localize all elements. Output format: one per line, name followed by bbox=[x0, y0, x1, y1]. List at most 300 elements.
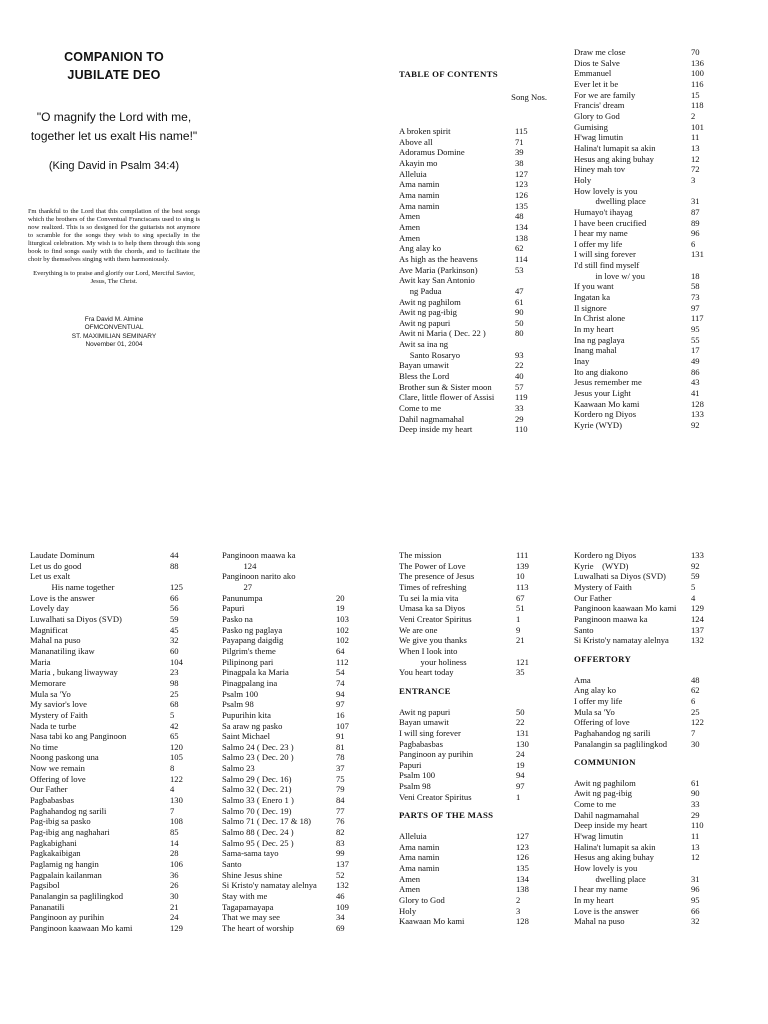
index-entry bbox=[574, 292, 716, 303]
song-number: 13 bbox=[691, 142, 700, 153]
cover-title-line2: JUBILATE DEO bbox=[67, 68, 161, 82]
song-title: Pag-ibig sa pasko bbox=[30, 816, 91, 827]
song-number: 32 bbox=[170, 635, 179, 646]
index-entry bbox=[399, 126, 544, 137]
index-entry bbox=[30, 784, 192, 795]
index-entry bbox=[574, 550, 716, 561]
song-number: 132 bbox=[336, 880, 349, 891]
song-number: 128 bbox=[691, 398, 704, 409]
index-entry bbox=[30, 657, 192, 668]
index-entry bbox=[399, 339, 544, 350]
index-entry bbox=[574, 164, 716, 175]
index-entry bbox=[222, 891, 356, 902]
song-number: 7 bbox=[170, 805, 175, 816]
index-entry bbox=[574, 90, 716, 101]
song-title: H'wag limutin bbox=[574, 831, 624, 842]
toc-heading: TABLE OF CONTENTS bbox=[399, 69, 498, 79]
index-entry bbox=[399, 582, 534, 593]
song-number: 60 bbox=[170, 645, 179, 656]
song-number: 92 bbox=[691, 560, 700, 571]
song-title: Alleluia bbox=[399, 168, 427, 179]
song-number: 93 bbox=[515, 349, 524, 360]
index-entry bbox=[222, 784, 356, 795]
song-title: I hear my name bbox=[574, 884, 628, 895]
song-number: 29 bbox=[515, 413, 524, 424]
song-number: 24 bbox=[516, 749, 525, 760]
song-number: 1 bbox=[516, 791, 521, 802]
song-title: Panunumpa bbox=[222, 592, 263, 603]
index-entry bbox=[30, 721, 192, 732]
index-entry bbox=[30, 625, 192, 636]
song-number: 135 bbox=[515, 200, 528, 211]
song-title: Alleluia bbox=[399, 831, 427, 842]
signature-place: ST. MAXIMILIAN SEMINARY bbox=[71, 332, 157, 340]
index-entry bbox=[574, 810, 716, 821]
song-title: The heart of worship bbox=[222, 922, 294, 933]
song-title: Lovely day bbox=[30, 603, 69, 614]
song-number: 31 bbox=[691, 196, 700, 207]
song-number: 104 bbox=[170, 656, 183, 667]
index-entry bbox=[30, 678, 192, 689]
index-entry bbox=[399, 728, 534, 739]
song-number: 69 bbox=[336, 922, 345, 933]
song-title: Salmo 70 ( Dec. 19) bbox=[222, 805, 292, 816]
song-title: 27 bbox=[222, 581, 253, 592]
song-title: Offering of love bbox=[574, 717, 630, 728]
section-heading-parts-of-the-mass: PARTS OF THE MASS bbox=[399, 810, 494, 821]
song-number: 50 bbox=[516, 706, 525, 717]
song-number: 74 bbox=[336, 677, 345, 688]
song-title: Ang alay ko bbox=[399, 243, 442, 254]
index-entry bbox=[30, 646, 192, 657]
song-title: Bless the Lord bbox=[399, 371, 450, 382]
index-entry bbox=[399, 646, 534, 657]
index-entry bbox=[222, 699, 356, 710]
song-number: 5 bbox=[170, 709, 175, 720]
index-entry bbox=[574, 154, 716, 165]
index-entry bbox=[30, 614, 192, 625]
song-number: 2 bbox=[691, 110, 696, 121]
song-title: His name together bbox=[30, 581, 115, 592]
index-entry bbox=[30, 593, 192, 604]
index-entry bbox=[399, 906, 534, 917]
song-number: 49 bbox=[691, 356, 700, 367]
song-number: 35 bbox=[516, 667, 525, 678]
song-title: Pagbabasbas bbox=[399, 738, 443, 749]
song-title: Pagkakaibigan bbox=[30, 848, 81, 859]
song-title: Psalm 98 bbox=[222, 699, 254, 710]
song-title: Panginoon ay purihin bbox=[399, 749, 473, 760]
song-title: Amen bbox=[399, 211, 421, 222]
song-title: Luwalhati sa Diyos (SVD) bbox=[30, 613, 122, 624]
song-number: 107 bbox=[336, 720, 349, 731]
song-title: Pilgrim's theme bbox=[222, 645, 276, 656]
song-number: 86 bbox=[691, 366, 700, 377]
cover-quote: "O magnify the Lord with me, together let us exalt His name!" bbox=[30, 110, 198, 143]
song-number: 83 bbox=[336, 837, 345, 848]
index-entry bbox=[574, 625, 716, 636]
song-title: Salmo 33 ( Enero 1 ) bbox=[222, 795, 294, 806]
index-entry bbox=[574, 728, 716, 739]
song-number: 6 bbox=[691, 695, 696, 706]
index-entry bbox=[30, 923, 192, 934]
index-entry bbox=[574, 916, 716, 927]
song-number: 90 bbox=[691, 788, 700, 799]
index-entry bbox=[399, 760, 534, 771]
index-entry bbox=[222, 806, 356, 817]
song-number: 42 bbox=[170, 720, 179, 731]
song-number: 116 bbox=[691, 78, 704, 89]
song-number: 57 bbox=[515, 381, 524, 392]
song-number: 109 bbox=[336, 901, 349, 912]
index-entry bbox=[399, 707, 534, 718]
song-number: 51 bbox=[516, 603, 525, 614]
song-number bbox=[691, 186, 716, 197]
index-entry bbox=[574, 303, 716, 314]
index-entry bbox=[574, 313, 716, 324]
index-entry bbox=[399, 603, 534, 614]
song-title: Paglamig ng hangin bbox=[30, 859, 99, 870]
song-title: Kaawaan Mo kami bbox=[574, 398, 640, 409]
song-number: 48 bbox=[515, 211, 524, 222]
song-title: As high as the heavens bbox=[399, 253, 478, 264]
index-entry bbox=[30, 667, 192, 678]
index-entry bbox=[30, 774, 192, 785]
index-entry bbox=[222, 667, 356, 678]
song-title: Deep inside my heart bbox=[574, 820, 648, 831]
song-title: For we are family bbox=[574, 89, 636, 100]
song-number: 135 bbox=[516, 863, 529, 874]
index-entry bbox=[399, 424, 544, 435]
song-number: 97 bbox=[516, 781, 525, 792]
song-number: 8 bbox=[170, 763, 175, 774]
index-entry bbox=[574, 196, 716, 207]
song-title: Let us exalt bbox=[30, 571, 71, 582]
cover-title-line1: COMPANION TO bbox=[64, 50, 164, 64]
song-number: 134 bbox=[516, 873, 529, 884]
song-number: 36 bbox=[170, 869, 179, 880]
song-number bbox=[170, 571, 192, 582]
song-title: Ever let it be bbox=[574, 78, 619, 89]
signature-order: OFMCONVENTUAL bbox=[84, 324, 144, 332]
song-number: 45 bbox=[170, 624, 179, 635]
index-entry bbox=[574, 388, 716, 399]
index-entry bbox=[222, 731, 356, 742]
index-entry bbox=[399, 318, 544, 329]
song-title: Jesus your Light bbox=[574, 388, 631, 398]
song-number: 53 bbox=[515, 264, 524, 275]
song-title: Inang mahal bbox=[574, 345, 617, 356]
song-title: I will sing forever bbox=[399, 727, 461, 738]
song-title: Sa araw ng pasko bbox=[222, 720, 283, 731]
song-number: 117 bbox=[691, 313, 704, 324]
song-title: In Christ alone bbox=[574, 313, 626, 324]
index-entry bbox=[574, 603, 716, 614]
song-title: Luwalhati sa Diyos (SVD) bbox=[574, 571, 666, 582]
index-entry bbox=[574, 739, 716, 750]
song-title: Papuri bbox=[222, 603, 245, 614]
song-number: 121 bbox=[516, 656, 529, 667]
song-number: 19 bbox=[336, 603, 345, 614]
index-column-bottom-3 bbox=[399, 550, 534, 927]
song-title: Hiney mah tov bbox=[574, 164, 626, 175]
song-number: 56 bbox=[170, 603, 179, 614]
index-entry bbox=[399, 593, 534, 604]
index-entry bbox=[399, 265, 544, 276]
song-number: 84 bbox=[336, 795, 345, 806]
song-number: 21 bbox=[516, 635, 525, 646]
song-title: Times of refreshing bbox=[399, 581, 467, 592]
song-number: 5 bbox=[691, 581, 696, 592]
song-title: Halina't lumapit sa akin bbox=[574, 841, 656, 852]
song-number: 34 bbox=[336, 912, 345, 923]
song-title: Stay with me bbox=[222, 891, 268, 901]
index-entry bbox=[574, 675, 716, 686]
index-entry bbox=[399, 916, 534, 927]
song-number: 39 bbox=[515, 147, 524, 158]
index-entry bbox=[30, 848, 192, 859]
index-entry bbox=[399, 770, 534, 781]
song-title: Awit ni Maria ( Dec. 22 ) bbox=[399, 328, 486, 339]
song-number: 66 bbox=[691, 905, 700, 916]
song-title: Nasa tabi ko ang Panginoon bbox=[30, 731, 127, 742]
index-entry bbox=[222, 902, 356, 913]
index-entry bbox=[222, 646, 356, 657]
song-number: 124 bbox=[691, 613, 704, 624]
song-title: Mystery of Faith bbox=[574, 581, 632, 592]
song-number: 94 bbox=[516, 770, 525, 781]
song-number: 11 bbox=[691, 132, 700, 143]
song-number: 97 bbox=[691, 302, 700, 313]
index-entry bbox=[222, 912, 356, 923]
song-number: 78 bbox=[336, 752, 345, 763]
index-entry bbox=[574, 132, 716, 143]
cover-citation: (King David in Psalm 34:4) bbox=[48, 160, 180, 172]
song-number: 87 bbox=[691, 206, 700, 217]
song-title: Humayo't ihayag bbox=[574, 206, 633, 217]
song-title: Clare, little flower of Assisi bbox=[399, 392, 495, 403]
song-title: Kaawaan Mo kami bbox=[399, 916, 465, 927]
song-number: 46 bbox=[336, 891, 345, 901]
index-entry bbox=[574, 260, 716, 271]
index-entry bbox=[222, 678, 356, 689]
index-entry bbox=[574, 593, 716, 604]
song-number: 138 bbox=[515, 232, 528, 243]
index-entry bbox=[399, 392, 544, 403]
song-title: My savior's love bbox=[30, 699, 87, 710]
index-entry bbox=[574, 239, 716, 250]
song-number: 23 bbox=[170, 667, 179, 678]
song-number: 62 bbox=[515, 243, 524, 254]
song-title: dwelling place bbox=[574, 196, 646, 207]
song-title: That we may see bbox=[222, 912, 280, 923]
song-number: 138 bbox=[516, 884, 529, 895]
song-title: Kordero ng Diyos bbox=[574, 409, 637, 420]
index-entry bbox=[30, 699, 192, 710]
signature-name: Fra David M. Almine bbox=[84, 316, 144, 323]
song-number: 90 bbox=[515, 307, 524, 318]
index-entry bbox=[574, 345, 716, 356]
index-entry bbox=[222, 816, 356, 827]
index-entry bbox=[30, 710, 192, 721]
song-title: Jesus remember me bbox=[574, 377, 642, 388]
index-entry bbox=[399, 307, 544, 318]
song-title: The Power of Love bbox=[399, 560, 466, 571]
song-title: Psalm 98 bbox=[399, 781, 431, 792]
song-number: 137 bbox=[336, 859, 349, 870]
song-number: 71 bbox=[515, 136, 524, 147]
song-title: The presence of Jesus bbox=[399, 571, 475, 582]
song-title: Pagpalain kailanman bbox=[30, 869, 102, 880]
song-number: 115 bbox=[515, 126, 528, 136]
song-number: 10 bbox=[516, 571, 525, 582]
song-number: 64 bbox=[336, 645, 345, 656]
song-number bbox=[515, 339, 544, 350]
song-title: Nada te turbe bbox=[30, 720, 77, 731]
song-title: I hear my name bbox=[574, 228, 628, 239]
song-title: Memorare bbox=[30, 677, 66, 688]
index-entry bbox=[574, 799, 716, 810]
song-title: Ama namin bbox=[399, 200, 440, 211]
song-number: 68 bbox=[170, 699, 179, 710]
index-entry bbox=[30, 912, 192, 923]
song-title: Veni Creator Spiritus bbox=[399, 791, 472, 802]
song-number: 126 bbox=[515, 189, 528, 200]
song-number: 101 bbox=[691, 121, 704, 132]
index-column-bottom-2 bbox=[222, 550, 356, 934]
song-number: 102 bbox=[336, 624, 349, 635]
song-number: 102 bbox=[336, 635, 349, 646]
index-entry bbox=[574, 717, 716, 728]
song-title: Salmo 23 ( Dec. 20 ) bbox=[222, 752, 294, 763]
song-title: How lovely is you bbox=[574, 863, 638, 874]
song-title: Bayan umawit bbox=[399, 717, 449, 728]
song-title: Awit ng papuri bbox=[399, 317, 451, 328]
song-title: Pasko ng paglaya bbox=[222, 624, 283, 635]
index-entry bbox=[574, 68, 716, 79]
index-entry bbox=[30, 731, 192, 742]
song-number: 128 bbox=[516, 916, 529, 927]
song-title: Pag-ibig ang naghahari bbox=[30, 827, 110, 838]
index-entry bbox=[30, 806, 192, 817]
song-title: Pasko na bbox=[222, 613, 253, 624]
index-entry bbox=[399, 625, 534, 636]
index-entry bbox=[399, 831, 534, 842]
index-entry bbox=[222, 550, 356, 561]
song-number: 2 bbox=[516, 895, 521, 906]
index-entry bbox=[222, 571, 356, 582]
index-entry bbox=[30, 571, 192, 582]
index-entry bbox=[30, 816, 192, 827]
song-title: H'wag limutin bbox=[574, 132, 624, 143]
index-entry bbox=[30, 827, 192, 838]
song-title: Salmo 71 ( Dec. 17 & 18) bbox=[222, 816, 312, 827]
index-entry bbox=[399, 179, 544, 190]
index-entry bbox=[399, 571, 534, 582]
song-number: 21 bbox=[170, 901, 179, 912]
index-entry bbox=[399, 201, 544, 212]
song-title: Magnificat bbox=[30, 624, 68, 635]
song-title: Veni Creator Spiritus bbox=[399, 613, 472, 624]
index-entry bbox=[399, 328, 544, 339]
index-entry bbox=[574, 58, 716, 69]
song-title: Adoramus Domine bbox=[399, 147, 465, 158]
song-title: Amen bbox=[399, 873, 421, 884]
song-number: 12 bbox=[691, 153, 700, 164]
song-number bbox=[515, 275, 544, 286]
song-number: 11 bbox=[691, 831, 700, 842]
song-number: 139 bbox=[516, 560, 529, 571]
song-number: 59 bbox=[170, 613, 179, 624]
song-title: Amen bbox=[399, 232, 421, 243]
song-number: 73 bbox=[691, 292, 700, 303]
song-title: We give you thanks bbox=[399, 635, 467, 646]
index-entry bbox=[574, 696, 716, 707]
song-number: 25 bbox=[691, 706, 700, 717]
index-entry bbox=[222, 827, 356, 838]
song-title: Santo bbox=[222, 859, 242, 870]
song-number: 14 bbox=[170, 837, 179, 848]
index-entry bbox=[574, 377, 716, 388]
song-title: Paghahandog ng sarili bbox=[574, 727, 651, 738]
song-number: 95 bbox=[691, 895, 700, 906]
song-number: 103 bbox=[336, 613, 349, 624]
song-title: How lovely is you bbox=[574, 185, 638, 196]
index-entry bbox=[399, 884, 534, 895]
song-title: in love w/ you bbox=[574, 270, 645, 281]
index-entry bbox=[399, 842, 534, 853]
song-title: Il signore bbox=[574, 302, 607, 313]
index-entry bbox=[574, 420, 716, 431]
song-number: 130 bbox=[516, 738, 529, 749]
index-entry bbox=[30, 795, 192, 806]
song-number: 110 bbox=[515, 424, 528, 435]
song-number: 6 bbox=[691, 238, 696, 249]
song-title: Our Father bbox=[30, 784, 68, 795]
song-number: 132 bbox=[691, 635, 704, 646]
index-entry bbox=[574, 367, 716, 378]
index-entry bbox=[574, 874, 716, 885]
song-title: Emmanuel bbox=[574, 68, 612, 79]
song-title: Panginoon narito ako bbox=[222, 571, 296, 582]
index-entry bbox=[574, 356, 716, 367]
song-title: Pinagpalang ina bbox=[222, 677, 278, 688]
song-number: 82 bbox=[336, 827, 345, 838]
song-title: Pananatili bbox=[30, 901, 65, 912]
index-entry bbox=[399, 895, 534, 906]
index-entry bbox=[222, 752, 356, 763]
song-title: Inay bbox=[574, 356, 590, 367]
index-entry bbox=[574, 207, 716, 218]
song-number: 7 bbox=[691, 727, 696, 738]
song-title: Tagapamayapa bbox=[222, 901, 274, 912]
song-title: In my heart bbox=[574, 895, 614, 906]
song-title: Mystery of Faith bbox=[30, 709, 88, 720]
index-entry bbox=[222, 774, 356, 785]
index-entry bbox=[399, 781, 534, 792]
song-number: 95 bbox=[691, 324, 700, 335]
song-title: Love is the answer bbox=[574, 905, 639, 916]
index-entry bbox=[222, 742, 356, 753]
song-title: Ama namin bbox=[399, 863, 440, 874]
song-title: Let us do good bbox=[30, 560, 82, 571]
song-title: Holy bbox=[574, 174, 592, 185]
song-title: Ave Maria (Parkinson) bbox=[399, 264, 478, 275]
song-title: Awit ng pag-ibig bbox=[574, 788, 632, 799]
song-title: Francis' dream bbox=[574, 100, 625, 111]
song-number: 72 bbox=[691, 164, 700, 175]
song-title: Dahil nagmamahal bbox=[574, 809, 640, 820]
